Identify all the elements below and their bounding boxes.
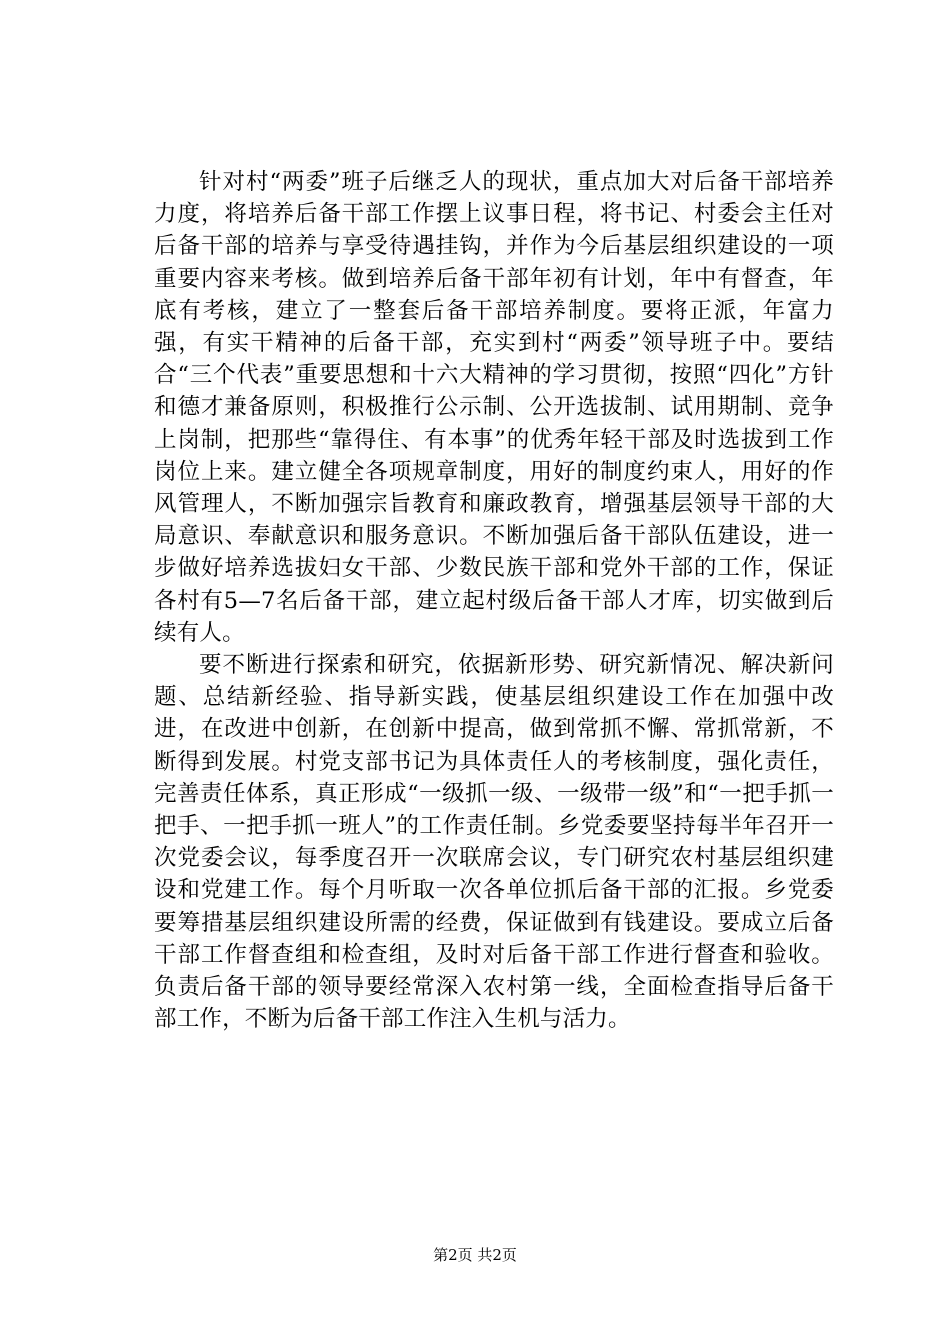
page-footer: 第2页 共2页: [433, 1246, 517, 1264]
paragraph-1: 针对村“两委”班子后继乏人的现状，重点加大对后备干部培养力度，将培养后备干部工作摆上议事日程，将书记、村委会主任对后备干部的培养与享受待遇挂钩，并作为今后基层组织建设的一项重要内容来考核。做到培养后备干部年初有计划，年中有督查，年底有考核，建立了一整套后备干部培养制度。要将正派，年富力强，有实干精神的后备干部，充实到村“两委”领导班子中。要结合“三个代表”重要思想和十六大精神的学习贯彻，按照“四化”方针和德才兼备原则，积极推行公示制、公开选拔制、试用期制、竞争上岗制，把那些“靠得住、有本事”的优秀年轻干部及时选拔到工作岗位上来。建立健全各项规章制度，用好的制度约束人，用好的作风管理人，不断加强宗旨教育和廉政教育，增强基层领导干部的大局意识、奉献意识和服务意识。不断加强后备干部队伍建设，进一步做好培养选拔妇女干部、少数民族干部和党外干部的工作，保证各村有5—7名后备干部，建立起村级后备干部人才库，切实做到后续有人。: [154, 169, 834, 646]
document-body: [154, 166, 834, 1035]
paragraph-2: 要不断进行探索和研究，依据新形势、研究新情况、解决新问题、总结新经验、指导新实践，使基层组织建设工作在加强中改进，在改进中创新，在创新中提高，做到常抓不懈、常抓常新，不断得到发展。村党支部书记为具体责任人的考核制度，强化责任，完善责任体系，真正形成“一级抓一级、一级带一级”和“一把手抓一把手、一把手抓一班人”的工作责任制。乡党委要坚持每半年召开一次党委会议，每季度召开一次联席会议，专门研究农村基层组织建设和党建工作。每个月听取一次各单位抓后备干部的汇报。乡党委要筹措基层组织建设所需的经费，保证做到有钱建设。要成立后备干部工作督查组和检查组，及时对后备干部工作进行督查和验收。负责后备干部的领导要经常深入农村第一线，全面检查指导后备干部工作，不断为后备干部工作注入生机与活力。: [154, 652, 834, 1033]
